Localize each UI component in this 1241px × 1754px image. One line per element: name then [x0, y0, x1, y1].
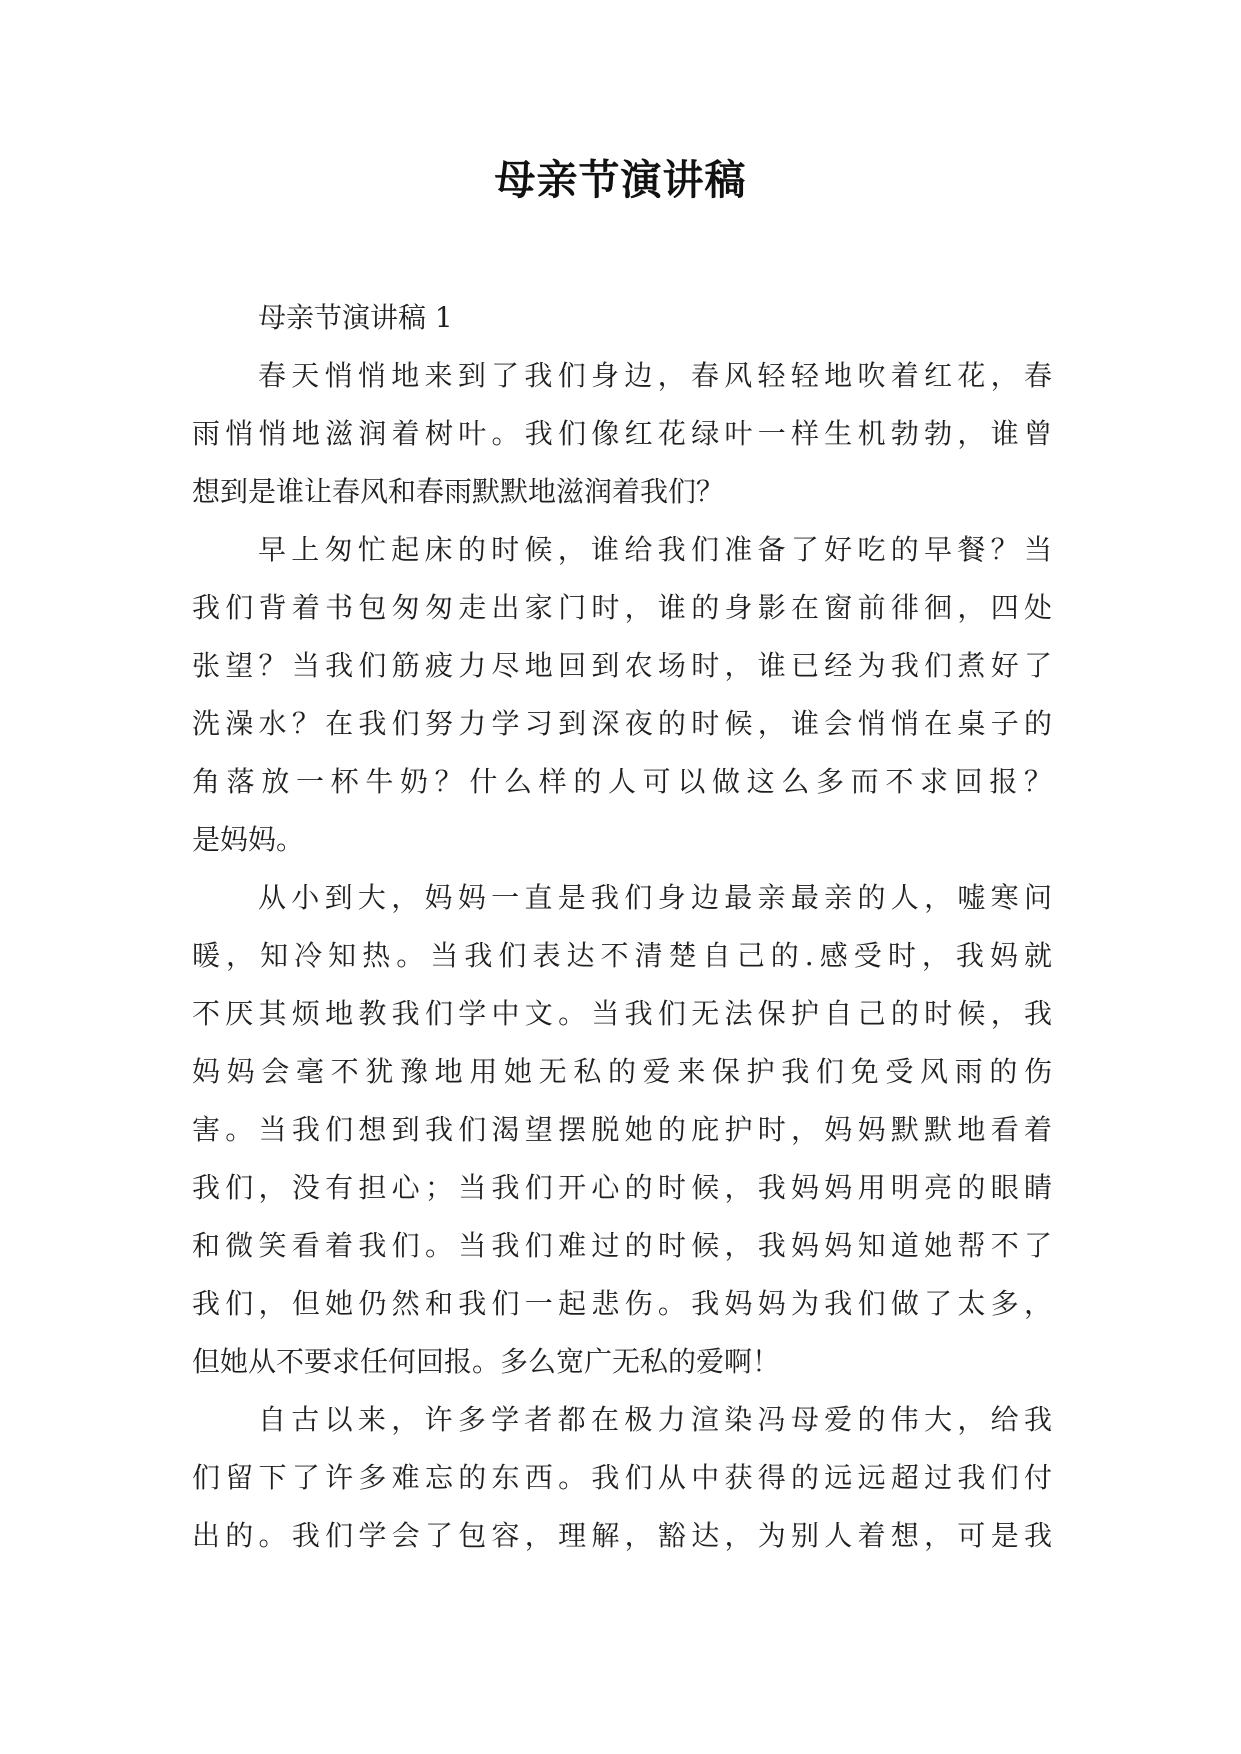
paragraph-line: 春天悄悄地来到了我们身边，春风轻轻地吹着红花，春 [258, 359, 1052, 392]
paragraph-line: 我们，没有担心；当我们开心的时候，我妈妈用明亮的眼睛 [192, 1171, 1052, 1204]
paragraph-line: 妈妈会毫不犹豫地用她无私的爱来保护我们免受风雨的伤 [192, 1055, 1052, 1088]
paragraph-line: 想到是谁让春风和春雨默默地滋润着我们？ [192, 475, 725, 508]
paragraph-line: 我们背着书包匆匆走出家门时，谁的身影在窗前徘徊，四处 [192, 591, 1052, 624]
paragraph-line: 我们，但她仍然和我们一起悲伤。我妈妈为我们做了太多， [192, 1287, 1052, 1320]
paragraph-line: 但她从不要求任何回报。多么宽广无私的爱啊！ [192, 1345, 781, 1378]
paragraph-line: 出的。我们学会了包容，理解，豁达，为别人着想，可是我 [192, 1519, 1052, 1552]
section-heading: 母亲节演讲稿 1 [258, 301, 453, 334]
paragraph-line: 张望？当我们筋疲力尽地回到农场时，谁已经为我们煮好了 [192, 649, 1052, 682]
paragraph-line: 雨悄悄地滋润着树叶。我们像红花绿叶一样生机勃勃，谁曾 [192, 417, 1052, 450]
paragraph-line: 和微笑看着我们。当我们难过的时候，我妈妈知道她帮不了 [192, 1229, 1052, 1262]
document-body [192, 289, 1052, 1565]
paragraph-line: 暖，知冷知热。当我们表达不清楚自己的.感受时，我妈就 [192, 939, 1052, 972]
document-title: 母亲节演讲稿 [494, 156, 747, 204]
paragraph-line: 们留下了许多难忘的东西。我们从中获得的远远超过我们付 [192, 1461, 1052, 1494]
paragraph-line: 从小到大，妈妈一直是我们身边最亲最亲的人，嘘寒问 [258, 881, 1052, 914]
paragraph-line: 角落放一杯牛奶？什么样的人可以做这么多而不求回报？ [192, 765, 1052, 798]
paragraph-line: 自古以来，许多学者都在极力渲染冯母爱的伟大，给我 [258, 1403, 1052, 1436]
paragraph-line: 不厌其烦地教我们学中文。当我们无法保护自己的时候，我 [192, 997, 1052, 1030]
paragraph-line: 早上匆忙起床的时候，谁给我们准备了好吃的早餐？当 [258, 533, 1052, 566]
paragraph-line: 是妈妈。 [192, 823, 305, 856]
paragraph-line: 害。当我们想到我们渴望摆脱她的庇护时，妈妈默默地看着 [192, 1113, 1052, 1146]
paragraph-line: 洗澡水？在我们努力学习到深夜的时候，谁会悄悄在桌子的 [192, 707, 1052, 740]
